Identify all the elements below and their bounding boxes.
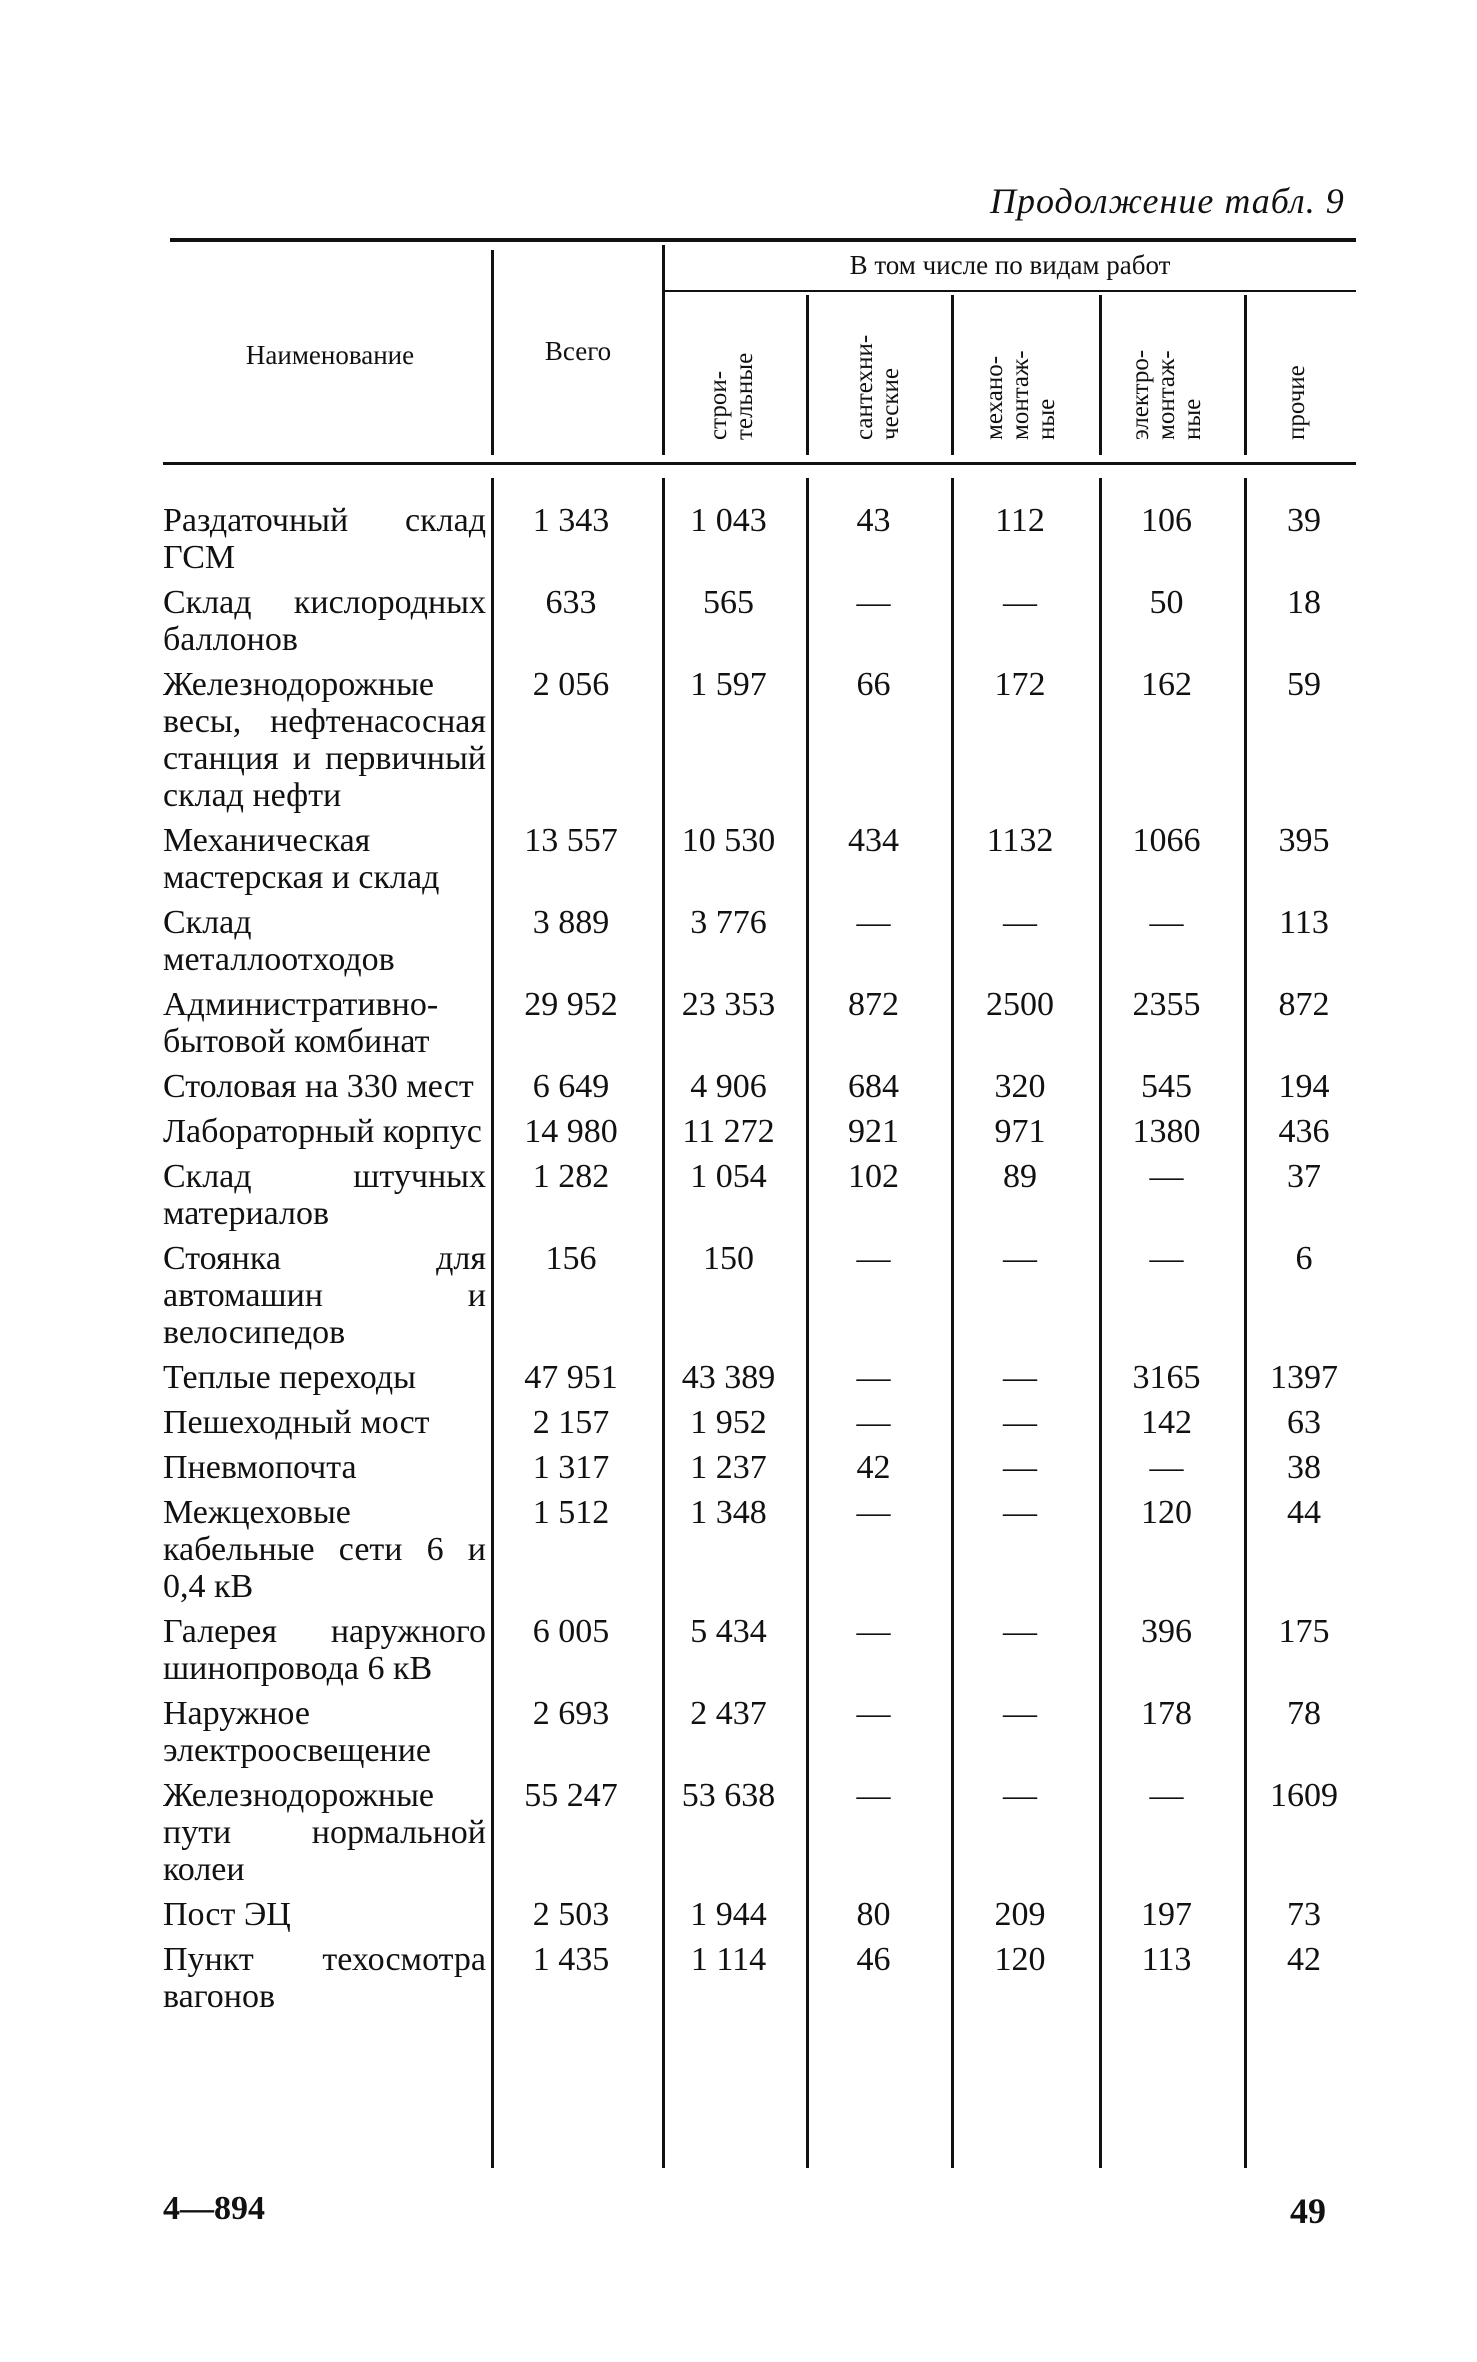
row-plumbing: — <box>856 1777 891 1814</box>
row-mechanical: — <box>1003 1777 1037 1814</box>
row-construction: 5 434 <box>690 1613 767 1650</box>
table-caption: Продолжение табл. 9 <box>990 181 1345 221</box>
row-electrical: 50 <box>1149 584 1184 621</box>
table-row <box>163 1236 1369 1355</box>
row-construction: 1 043 <box>690 502 767 539</box>
row-mechanical: — <box>1003 1404 1037 1441</box>
row-plumbing: 43 <box>856 502 891 539</box>
table-row <box>163 1691 1369 1773</box>
row-mechanical: — <box>1003 1695 1037 1732</box>
row-total: 14 980 <box>524 1113 618 1150</box>
row-construction: 1 944 <box>690 1896 767 1933</box>
row-electrical: — <box>1149 904 1184 941</box>
row-name: Административно-бытовой комбинат <box>163 986 439 1060</box>
row-other: 1397 <box>1270 1359 1338 1396</box>
row-total: 2 157 <box>532 1404 610 1441</box>
header-col-other: прочие <box>1283 365 1310 440</box>
header-divider <box>1244 295 1247 455</box>
header-total: Всего <box>544 336 612 366</box>
row-plumbing: — <box>856 1613 891 1650</box>
row-electrical: 120 <box>1141 1494 1192 1531</box>
row-total: 29 952 <box>524 986 618 1023</box>
row-other: 44 <box>1287 1494 1321 1531</box>
row-name: Галерея наружного шинопровода 6 кВ <box>163 1613 486 1687</box>
row-construction: 43 389 <box>681 1359 776 1396</box>
row-electrical: — <box>1149 1240 1184 1277</box>
row-total: 2 693 <box>532 1695 610 1732</box>
row-plumbing: — <box>856 904 891 941</box>
row-name: Пневмопочта <box>163 1449 357 1486</box>
row-construction: 23 353 <box>681 986 776 1023</box>
row-mechanical: — <box>1003 904 1037 941</box>
row-other: 194 <box>1278 1068 1330 1105</box>
header-divider <box>951 295 954 455</box>
row-construction: 10 530 <box>681 822 776 859</box>
row-name: Пункт техосмотра вагонов <box>163 1941 486 2015</box>
row-plumbing: 80 <box>856 1896 891 1933</box>
table-row <box>163 1355 1369 1400</box>
row-electrical: — <box>1149 1449 1184 1486</box>
row-mechanical: 89 <box>1003 1158 1037 1195</box>
table-row <box>163 1609 1369 1691</box>
table-row <box>163 1937 1369 2019</box>
row-other: 73 <box>1287 1896 1321 1933</box>
header-col-electrical: электро- монтаж- ные <box>1127 349 1206 440</box>
row-total: 55 247 <box>524 1777 618 1814</box>
table-row <box>163 982 1369 1064</box>
row-construction: 11 272 <box>682 1113 775 1150</box>
row-name: Пост ЭЦ <box>163 1896 291 1933</box>
row-plumbing: — <box>856 1494 891 1531</box>
row-name: Теплые переходы <box>163 1359 416 1396</box>
table-row <box>163 1490 1369 1609</box>
row-plumbing: — <box>856 1240 891 1277</box>
table-row <box>163 1154 1369 1236</box>
table-row <box>163 498 1369 580</box>
row-name: Стоянка для автомашин и велосипедов <box>163 1240 486 1351</box>
row-plumbing: — <box>856 1359 891 1396</box>
row-electrical: 1066 <box>1132 822 1201 859</box>
row-mechanical: — <box>1003 1240 1037 1277</box>
row-other: 872 <box>1278 986 1330 1023</box>
table-row <box>163 900 1369 982</box>
row-construction: 1 952 <box>690 1404 767 1441</box>
row-mechanical: — <box>1003 584 1037 621</box>
row-mechanical: — <box>1003 1359 1037 1396</box>
header-group: В том числе по видам работ <box>849 250 1171 280</box>
row-electrical: 545 <box>1141 1068 1192 1105</box>
row-mechanical: 209 <box>994 1896 1046 1933</box>
row-name: Склад металлоотходов <box>163 904 395 978</box>
row-electrical: 197 <box>1141 1896 1192 1933</box>
row-name: Склад штучных материалов <box>163 1158 486 1232</box>
header-divider <box>806 295 809 455</box>
row-electrical: 1380 <box>1132 1113 1201 1150</box>
header-col-plumbing: сантехни- ческие <box>851 334 904 440</box>
row-total: 1 512 <box>532 1494 610 1531</box>
row-total: 47 951 <box>524 1359 618 1396</box>
row-construction: 565 <box>703 584 754 621</box>
table-row <box>163 818 1369 900</box>
row-other: 37 <box>1287 1158 1321 1195</box>
row-name: Пешеходный мост <box>163 1404 430 1441</box>
row-name: Столовая на 330 мест <box>163 1068 474 1105</box>
row-plumbing: 102 <box>848 1158 899 1195</box>
header-top-rule <box>170 238 1356 242</box>
row-total: 6 649 <box>532 1068 610 1105</box>
row-mechanical: 112 <box>995 502 1045 539</box>
row-total: 633 <box>545 584 597 621</box>
row-mechanical: — <box>1003 1449 1037 1486</box>
row-construction: 1 054 <box>690 1158 767 1195</box>
row-plumbing: — <box>856 1695 891 1732</box>
row-electrical: 162 <box>1141 666 1192 703</box>
header-col-construction: строи- тельные <box>705 352 758 440</box>
row-electrical: — <box>1149 1158 1184 1195</box>
row-total: 1 317 <box>532 1449 610 1486</box>
row-construction: 1 597 <box>690 666 767 703</box>
row-total: 1 435 <box>532 1941 610 1978</box>
row-total: 1 343 <box>532 502 610 539</box>
row-mechanical: 1132 <box>986 822 1054 859</box>
row-other: 6 <box>1295 1240 1313 1277</box>
row-name: Железнодорожные весы, нефтенасосная станция и первичный склад нефти <box>163 666 486 814</box>
row-electrical: — <box>1149 1777 1184 1814</box>
row-plumbing: 872 <box>848 986 899 1023</box>
row-construction: 4 906 <box>690 1068 767 1105</box>
row-other: 63 <box>1287 1404 1321 1441</box>
row-other: 1609 <box>1270 1777 1338 1814</box>
row-name: Наружное электроосвещение <box>163 1695 432 1769</box>
row-mechanical: 120 <box>994 1941 1046 1978</box>
row-mechanical: — <box>1003 1494 1037 1531</box>
row-electrical: 106 <box>1141 502 1192 539</box>
row-electrical: 396 <box>1141 1613 1192 1650</box>
row-plumbing: — <box>856 1404 891 1441</box>
group-rule <box>662 290 1356 292</box>
row-other: 395 <box>1278 822 1330 859</box>
row-plumbing: — <box>856 584 891 621</box>
header-divider <box>1099 295 1102 455</box>
row-other: 18 <box>1287 584 1321 621</box>
header-bottom-rule <box>163 462 1356 465</box>
table-row <box>163 1400 1369 1445</box>
row-total: 1 282 <box>532 1158 610 1195</box>
table-row <box>163 1109 1369 1154</box>
row-mechanical: 971 <box>994 1113 1046 1150</box>
row-total: 6 005 <box>532 1613 610 1650</box>
row-mechanical: 320 <box>994 1068 1046 1105</box>
row-name: Межцеховые кабельные сети 6 и 0,4 кВ <box>163 1494 486 1605</box>
row-electrical: 142 <box>1141 1404 1192 1441</box>
row-other: 39 <box>1287 502 1321 539</box>
table-row <box>163 1064 1369 1109</box>
header-col-mechanical: механо- монтаж- ные <box>981 350 1060 440</box>
header-name: Наименование <box>245 340 415 370</box>
table-row <box>163 662 1369 818</box>
row-total: 3 889 <box>532 904 610 941</box>
row-construction: 53 638 <box>681 1777 776 1814</box>
row-plumbing: 684 <box>848 1068 899 1105</box>
row-other: 42 <box>1287 1941 1321 1978</box>
row-other: 436 <box>1278 1113 1330 1150</box>
table-row <box>163 580 1369 662</box>
row-plumbing: 42 <box>856 1449 891 1486</box>
row-other: 78 <box>1287 1695 1321 1732</box>
row-mechanical: — <box>1003 1613 1037 1650</box>
row-other: 113 <box>1279 904 1329 941</box>
row-name: Железнодорожные пути нормальной колеи <box>163 1777 486 1888</box>
row-name: Механическая мастерская и склад <box>163 822 440 896</box>
table-row <box>163 1445 1369 1490</box>
row-name: Склад кислородных баллонов <box>163 584 486 658</box>
row-total: 2 056 <box>532 666 610 703</box>
row-construction: 3 776 <box>690 904 767 941</box>
row-plumbing: 66 <box>856 666 891 703</box>
table-row <box>163 1773 1369 1892</box>
row-total: 13 557 <box>524 822 618 859</box>
row-total: 2 503 <box>532 1896 610 1933</box>
row-construction: 150 <box>703 1240 754 1277</box>
row-construction: 2 437 <box>690 1695 767 1732</box>
row-plumbing: 46 <box>856 1941 891 1978</box>
row-electrical: 3165 <box>1132 1359 1201 1396</box>
row-mechanical: 172 <box>994 666 1046 703</box>
row-electrical: 178 <box>1141 1695 1192 1732</box>
row-construction: 1 114 <box>690 1941 767 1978</box>
signature-mark: 4—894 <box>163 2190 265 2227</box>
row-other: 38 <box>1287 1449 1321 1486</box>
row-other: 175 <box>1278 1613 1330 1650</box>
row-construction: 1 348 <box>690 1494 767 1531</box>
row-name: Раздаточный склад ГСМ <box>163 502 486 576</box>
row-plumbing: 434 <box>848 822 899 859</box>
data-table <box>163 498 1369 2019</box>
row-electrical: 2355 <box>1132 986 1201 1023</box>
row-other: 59 <box>1287 666 1321 703</box>
row-plumbing: 921 <box>848 1113 899 1150</box>
page-number: 49 <box>1290 2191 1326 2231</box>
row-construction: 1 237 <box>690 1449 767 1486</box>
table-row <box>163 1892 1369 1937</box>
row-electrical: 113 <box>1141 1941 1192 1978</box>
row-total: 156 <box>545 1240 597 1277</box>
row-mechanical: 2500 <box>986 986 1054 1023</box>
row-name: Лабораторный корпус <box>163 1113 482 1150</box>
